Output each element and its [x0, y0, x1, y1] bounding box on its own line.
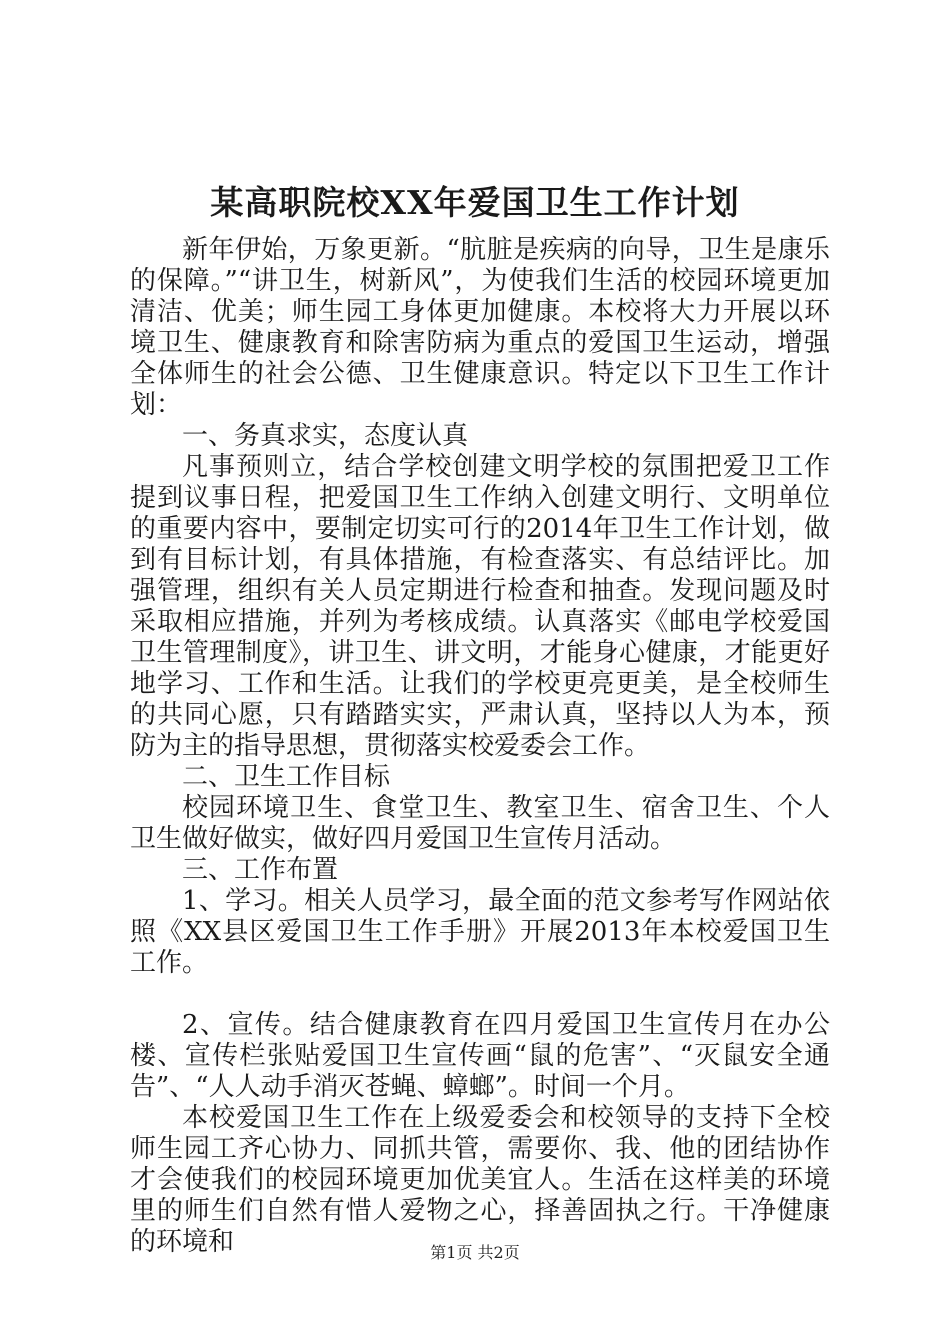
paragraph-item-2: 2、宣传。结合健康教育在四月爱国卫生宣传月在办公楼、宣传栏张贴爱国卫生宣传画“鼠的危害”、“灭鼠安全通告”、“人人动手消灭苍蝇、蟑螂”。时间一个月。: [130, 1010, 830, 1102]
document-title: 某高职院校XX年爱国卫生工作计划: [210, 183, 740, 222]
paragraph-section-2: 校园环境卫生、食堂卫生、教室卫生、宿舍卫生、个人卫生做好做实，做好四月爱国卫生宣传月活动。: [130, 793, 830, 854]
section-heading-2: 二、卫生工作目标: [182, 762, 391, 792]
paragraph-closing: 本校爱国卫生工作在上级爱委会和校领导的支持下全校师生园工齐心协力、同抓共管，需要你、我、他的团结协作才会使我们的校园环境更加优美宜人。生活在这样美的环境里的师生们自然有惜人爱物之心，择善固执之行。干净健康的环境和: [130, 1103, 830, 1257]
document-body: [130, 235, 830, 1258]
page-number-footer: 第1页 共2页: [430, 1243, 520, 1262]
section-heading-1: 一、务真求实，态度认真: [182, 421, 469, 451]
paragraph-intro: 新年伊始，万象更新。“肮脏是疾病的向导，卫生是康乐的保障。”“讲卫生，树新风”，为使我们生活的校园环境更加清洁、优美；师生园工身体更加健康。本校将大力开展以环境卫生、健康教育和除害防病为重点的爱国卫生运动，增强全体师生的社会公德、卫生健康意识。特定以下卫生工作计划：: [130, 235, 830, 420]
paragraph-section-1: 凡事预则立，结合学校创建文明学校的氛围把爱卫工作提到议事日程，把爱国卫生工作纳入创建文明行、文明单位的重要内容中，要制定切实可行的2014年卫生工作计划，做到有目标计划，有具体措施，有检查落实、有总结评比。加强管理，组织有关人员定期进行检查和抽查。发现问题及时采取相应措施，并列为考核成绩。认真落实《邮电学校爱国卫生管理制度》，讲卫生、讲文明，才能身心健康，才能更好地学习、工作和生活。让我们的学校更亮更美，是全校师生的共同心愿，只有踏踏实实，严肃认真，坚持以人为本，预防为主的指导思想，贯彻落实校爱委会工作。: [130, 452, 830, 761]
paragraph-item-1: 1、学习。相关人员学习，最全面的范文参考写作网站依照《XX县区爱国卫生工作手册》开展2013年本校爱国卫生工作。: [130, 886, 830, 978]
section-heading-3: 三、工作布置: [182, 855, 339, 885]
